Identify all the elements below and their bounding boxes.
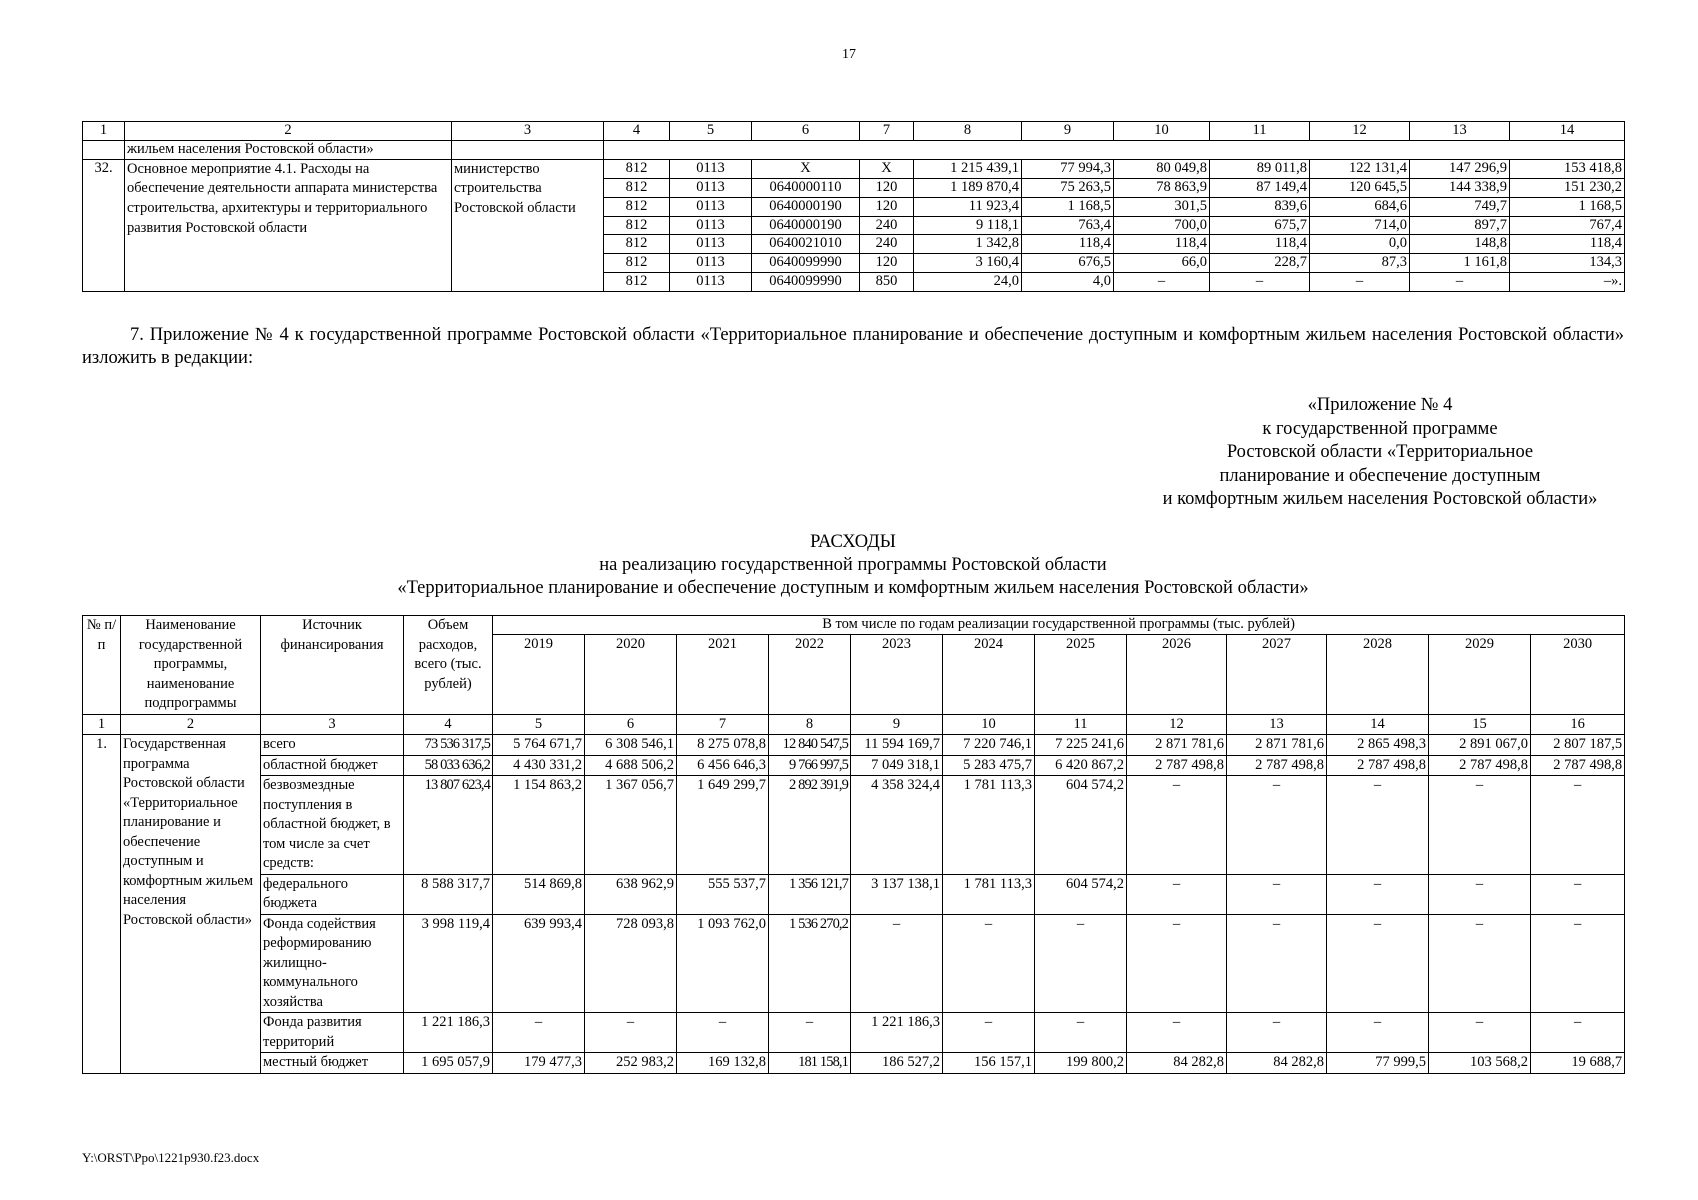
cell: 153 418,8 [1510, 159, 1625, 178]
col-header: 1 [83, 122, 125, 141]
cell: 80 049,8 [1114, 159, 1210, 178]
table-row [83, 735, 1625, 756]
cell: 714,0 [1310, 216, 1410, 235]
value-cell: 2 807 187,5 [1531, 735, 1625, 756]
col-number: 9 [851, 714, 943, 735]
value-cell: 639 993,4 [493, 914, 585, 1013]
source-cell: федерального бюджета [261, 874, 404, 914]
header-row [83, 122, 1625, 141]
value-cell: 5 283 475,7 [943, 755, 1035, 776]
appendix-note-line: планирование и обеспечение доступным [1219, 465, 1541, 486]
year-header: 2027 [1227, 634, 1327, 714]
source-cell: всего [261, 735, 404, 756]
value-cell: 179 477,3 [493, 1053, 585, 1074]
cell: 144 338,9 [1410, 178, 1510, 197]
value-cell: – [1227, 874, 1327, 914]
cell: 763,4 [1022, 216, 1114, 235]
amendment-paragraph: 7. Приложение № 4 к государственной программе Ростовской области «Территориальное планирование и обеспечение доступным и комфортным жильем населения Ростовской области» изложить в редакции: [82, 325, 1624, 368]
year-header: 2028 [1327, 634, 1429, 714]
total-cell: 73 536 317,5 [404, 735, 493, 756]
value-cell: 1 221 186,3 [851, 1013, 943, 1053]
cell: 0113 [670, 273, 752, 292]
title-program-name: «Территориальное планирование и обеспечение доступным и комфортным жильем населения Ростовской области» [397, 578, 1309, 598]
cell: 4,0 [1022, 273, 1114, 292]
col-number: 1 [83, 714, 121, 735]
appendix-note-line: к государственной программе [1262, 418, 1498, 439]
cell: 1 168,5 [1510, 197, 1625, 216]
value-cell: 1 093 762,0 [677, 914, 769, 1013]
cell: 0,0 [1310, 235, 1410, 254]
appendix-note [1120, 394, 1640, 512]
col-number: 3 [261, 714, 404, 735]
cell: 675,7 [1210, 216, 1310, 235]
cell: – [1410, 273, 1510, 292]
year-header: 2021 [677, 634, 769, 714]
cell: – [1210, 273, 1310, 292]
cell: 839,6 [1210, 197, 1310, 216]
cell: 228,7 [1210, 254, 1310, 273]
value-cell: – [1327, 914, 1429, 1013]
value-cell: – [1327, 1013, 1429, 1053]
appendix-note-line: «Приложение № 4 [1307, 395, 1453, 415]
value-cell: – [1531, 874, 1625, 914]
value-cell: 2 891 067,0 [1429, 735, 1531, 756]
col-header: 9 [1022, 122, 1114, 141]
cell: 0113 [670, 159, 752, 178]
value-cell: 604 574,2 [1035, 874, 1127, 914]
value-cell: 2 892 391,9 [769, 776, 851, 875]
cell: 1 215 439,1 [914, 159, 1022, 178]
col-number: 8 [769, 714, 851, 735]
cell: 676,5 [1022, 254, 1114, 273]
total-cell: 58 033 636,2 [404, 755, 493, 776]
value-cell: 2 865 498,3 [1327, 735, 1429, 756]
cell: 897,7 [1410, 216, 1510, 235]
value-cell: 1 367 056,7 [585, 776, 677, 875]
col-header: 12 [1310, 122, 1410, 141]
cell: 0113 [670, 235, 752, 254]
col-header: 7 [860, 122, 914, 141]
value-cell: 638 962,9 [585, 874, 677, 914]
header-number: № п/п [83, 616, 121, 715]
cell: 301,5 [1114, 197, 1210, 216]
value-cell: – [1327, 874, 1429, 914]
source-cell: Фонда развития территорий [261, 1013, 404, 1053]
value-cell: 6 420 867,2 [1035, 755, 1127, 776]
value-cell: – [1035, 1013, 1127, 1053]
value-cell: 7 220 746,1 [943, 735, 1035, 756]
cell: 118,4 [1022, 235, 1114, 254]
total-cell: 1 221 186,3 [404, 1013, 493, 1053]
table-row [83, 1053, 1625, 1074]
cell: Х [752, 159, 860, 178]
value-cell: 3 137 138,1 [851, 874, 943, 914]
cell: 118,4 [1114, 235, 1210, 254]
col-number: 15 [1429, 714, 1531, 735]
value-cell: – [1227, 914, 1327, 1013]
cell: 812 [604, 159, 670, 178]
appendix-note-line: Ростовской области «Территориальное [1226, 442, 1534, 462]
table-row [83, 776, 1625, 875]
item-number: 32. [83, 159, 125, 291]
table-row [83, 914, 1625, 1013]
source-cell: безвозмездные поступления в областной бюджет, в том числе за счет средств: [261, 776, 404, 875]
cell: 89 011,8 [1210, 159, 1310, 178]
col-header: 11 [1210, 122, 1310, 141]
value-cell: 7 049 318,1 [851, 755, 943, 776]
document-title [82, 531, 1624, 600]
col-header: 14 [1510, 122, 1625, 141]
value-cell: 181 158,1 [769, 1053, 851, 1074]
cell: 120 [860, 178, 914, 197]
value-cell: – [1531, 1013, 1625, 1053]
value-cell: 1 781 113,3 [943, 874, 1035, 914]
cell: 77 994,3 [1022, 159, 1114, 178]
value-cell: – [1035, 914, 1127, 1013]
value-cell: 2 787 498,8 [1127, 755, 1227, 776]
cell: 767,4 [1510, 216, 1625, 235]
cell: 0640021010 [752, 235, 860, 254]
continuation-row [83, 140, 1625, 159]
year-header: 2026 [1127, 634, 1227, 714]
value-cell: 2 787 498,8 [1429, 755, 1531, 776]
table-row [83, 1013, 1625, 1053]
source-cell: областной бюджет [261, 755, 404, 776]
cell: 78 863,9 [1114, 178, 1210, 197]
value-cell: – [769, 1013, 851, 1053]
cell: –». [1510, 273, 1625, 292]
value-cell: – [493, 1013, 585, 1053]
value-cell: 156 157,1 [943, 1053, 1035, 1074]
col-number: 2 [121, 714, 261, 735]
col-number: 16 [1531, 714, 1625, 735]
appendix-note-line: и комфортным жильем населения Ростовской области» [1162, 489, 1598, 509]
cell: 812 [604, 197, 670, 216]
footer-file-path: Y:\ORST\Ppo\1221p930.f23.docx [82, 1150, 260, 1165]
cell: 148,8 [1410, 235, 1510, 254]
continuation-text: жильем населения Ростовской области» [125, 140, 452, 159]
cell: 1 161,8 [1410, 254, 1510, 273]
source-cell: Фонда содействия реформированию жилищно-коммунального хозяйства [261, 914, 404, 1013]
col-number: 14 [1327, 714, 1429, 735]
year-header: 2020 [585, 634, 677, 714]
value-cell: 4 358 324,4 [851, 776, 943, 875]
value-cell: 19 688,7 [1531, 1053, 1625, 1074]
cell: 0113 [670, 197, 752, 216]
value-cell: – [1227, 1013, 1327, 1053]
year-header: 2019 [493, 634, 585, 714]
source-cell: местный бюджет [261, 1053, 404, 1074]
cell: 118,4 [1210, 235, 1310, 254]
page-number: 17 [842, 47, 856, 62]
value-cell: 8 275 078,8 [677, 735, 769, 756]
cell: 9 118,1 [914, 216, 1022, 235]
cell: 134,3 [1510, 254, 1625, 273]
header-name: Наименование государственной программы, наименование подпрограммы [121, 616, 261, 715]
cell: 122 131,4 [1310, 159, 1410, 178]
year-header: 2024 [943, 634, 1035, 714]
value-cell: 5 764 671,7 [493, 735, 585, 756]
year-header: 2029 [1429, 634, 1531, 714]
value-cell: 103 568,2 [1429, 1053, 1531, 1074]
cell: 120 [860, 197, 914, 216]
value-cell: – [1227, 776, 1327, 875]
year-header: 2025 [1035, 634, 1127, 714]
value-cell: 6 456 646,3 [677, 755, 769, 776]
value-cell: 1 536 270,2 [769, 914, 851, 1013]
value-cell: – [943, 914, 1035, 1013]
cell: 684,6 [1310, 197, 1410, 216]
value-cell: – [1127, 1013, 1227, 1053]
value-cell: – [677, 1013, 769, 1053]
item-name: Основное мероприятие 4.1. Расходы на обеспечение деятельности аппарата министерства строительства, архитектуры и территориального развития Ростовской области [125, 159, 452, 291]
cell: – [1310, 273, 1410, 292]
cell: 1 342,8 [914, 235, 1022, 254]
cell: 151 230,2 [1510, 178, 1625, 197]
col-number: 10 [943, 714, 1035, 735]
cell: 87 149,4 [1210, 178, 1310, 197]
col-number: 12 [1127, 714, 1227, 735]
table-row [83, 755, 1625, 776]
value-cell: 4 430 331,2 [493, 755, 585, 776]
col-number: 11 [1035, 714, 1127, 735]
header-source: Источник финансирования [261, 616, 404, 715]
cell: 0640000110 [752, 178, 860, 197]
value-cell: 11 594 169,7 [851, 735, 943, 756]
value-cell: 186 527,2 [851, 1053, 943, 1074]
expenses-table [82, 615, 1625, 1074]
col-number: 7 [677, 714, 769, 735]
col-header: 13 [1410, 122, 1510, 141]
cell: 0113 [670, 254, 752, 273]
value-cell: 604 574,2 [1035, 776, 1127, 875]
item-number: 1. [83, 735, 121, 1074]
cell: 0113 [670, 178, 752, 197]
value-cell: – [1429, 776, 1531, 875]
cell: 0640099990 [752, 273, 860, 292]
cell: 11 923,4 [914, 197, 1022, 216]
cell: 850 [860, 273, 914, 292]
cell: 24,0 [914, 273, 1022, 292]
value-cell: – [1531, 776, 1625, 875]
title-heading: РАСХОДЫ [810, 532, 896, 552]
value-cell: 2 787 498,8 [1227, 755, 1327, 776]
cell: 75 263,5 [1022, 178, 1114, 197]
cell: 0640000190 [752, 216, 860, 235]
cell: 240 [860, 216, 914, 235]
header-row [83, 616, 1625, 635]
value-cell: 1 649 299,7 [677, 776, 769, 875]
value-cell: – [1429, 914, 1531, 1013]
cell: 749,7 [1410, 197, 1510, 216]
col-header: 3 [452, 122, 604, 141]
value-cell: – [1127, 776, 1227, 875]
total-cell: 3 998 119,4 [404, 914, 493, 1013]
value-cell: – [1531, 914, 1625, 1013]
value-cell: 169 132,8 [677, 1053, 769, 1074]
item-name: Государственная программа Ростовской области «Территориальное планирование и обеспечение доступным и комфортным жильем населения Ростовской области» [121, 735, 261, 1074]
value-cell: 555 537,7 [677, 874, 769, 914]
cell: 812 [604, 273, 670, 292]
cell: 812 [604, 216, 670, 235]
value-cell: – [1429, 874, 1531, 914]
value-cell: – [1127, 874, 1227, 914]
value-cell: – [1127, 914, 1227, 1013]
cell: 87,3 [1310, 254, 1410, 273]
col-header: 2 [125, 122, 452, 141]
header-years-caption: В том числе по годам реализации государственной программы (тыс. рублей) [493, 616, 1625, 635]
cell: 1 189 870,4 [914, 178, 1022, 197]
table-row [83, 874, 1625, 914]
col-number: 5 [493, 714, 585, 735]
cell: 118,4 [1510, 235, 1625, 254]
year-header: 2023 [851, 634, 943, 714]
title-subheading: на реализацию государственной программы Ростовской области [599, 555, 1107, 575]
value-cell: 84 282,8 [1127, 1053, 1227, 1074]
value-cell: 4 688 506,2 [585, 755, 677, 776]
cell: 120 [860, 254, 914, 273]
cell: 120 645,5 [1310, 178, 1410, 197]
value-cell: 77 999,5 [1327, 1053, 1429, 1074]
cell: 1 168,5 [1022, 197, 1114, 216]
value-cell: – [1327, 776, 1429, 875]
value-cell: – [585, 1013, 677, 1053]
value-cell: 2 871 781,6 [1227, 735, 1327, 756]
cell: 812 [604, 254, 670, 273]
col-number: 13 [1227, 714, 1327, 735]
col-header: 5 [670, 122, 752, 141]
continuation-table [82, 121, 1625, 292]
executor: министерство строительства Ростовской области [452, 159, 604, 291]
cell: 0640099990 [752, 254, 860, 273]
col-header: 10 [1114, 122, 1210, 141]
value-cell: 728 093,8 [585, 914, 677, 1013]
total-cell: 8 588 317,7 [404, 874, 493, 914]
value-cell: 2 787 498,8 [1531, 755, 1625, 776]
cell: 0113 [670, 216, 752, 235]
col-header: 8 [914, 122, 1022, 141]
total-cell: 13 807 623,4 [404, 776, 493, 875]
cell: 147 296,9 [1410, 159, 1510, 178]
value-cell: 6 308 546,1 [585, 735, 677, 756]
cell: 812 [604, 178, 670, 197]
value-cell: 12 840 547,5 [769, 735, 851, 756]
cell: 0640000190 [752, 197, 860, 216]
table-row [83, 159, 1625, 178]
value-cell: 2 871 781,6 [1127, 735, 1227, 756]
value-cell: 1 154 863,2 [493, 776, 585, 875]
value-cell: 1 356 121,7 [769, 874, 851, 914]
total-cell: 1 695 057,9 [404, 1053, 493, 1074]
value-cell: 9 766 997,5 [769, 755, 851, 776]
value-cell: 2 787 498,8 [1327, 755, 1429, 776]
column-numbers-row [83, 714, 1625, 735]
value-cell: 7 225 241,6 [1035, 735, 1127, 756]
year-header: 2022 [769, 634, 851, 714]
cell: 240 [860, 235, 914, 254]
cell: Х [860, 159, 914, 178]
value-cell: 1 781 113,3 [943, 776, 1035, 875]
value-cell: 84 282,8 [1227, 1053, 1327, 1074]
value-cell: 252 983,2 [585, 1053, 677, 1074]
header-volume: Объем расходов, всего (тыс. рублей) [404, 616, 493, 715]
col-number: 4 [404, 714, 493, 735]
value-cell: – [1429, 1013, 1531, 1053]
col-header: 4 [604, 122, 670, 141]
cell: – [1114, 273, 1210, 292]
cell: 700,0 [1114, 216, 1210, 235]
cell: 66,0 [1114, 254, 1210, 273]
value-cell: – [851, 914, 943, 1013]
cell: 812 [604, 235, 670, 254]
value-cell: – [943, 1013, 1035, 1053]
value-cell: 514 869,8 [493, 874, 585, 914]
year-header: 2030 [1531, 634, 1625, 714]
value-cell: 199 800,2 [1035, 1053, 1127, 1074]
cell: 3 160,4 [914, 254, 1022, 273]
col-header: 6 [752, 122, 860, 141]
col-number: 6 [585, 714, 677, 735]
